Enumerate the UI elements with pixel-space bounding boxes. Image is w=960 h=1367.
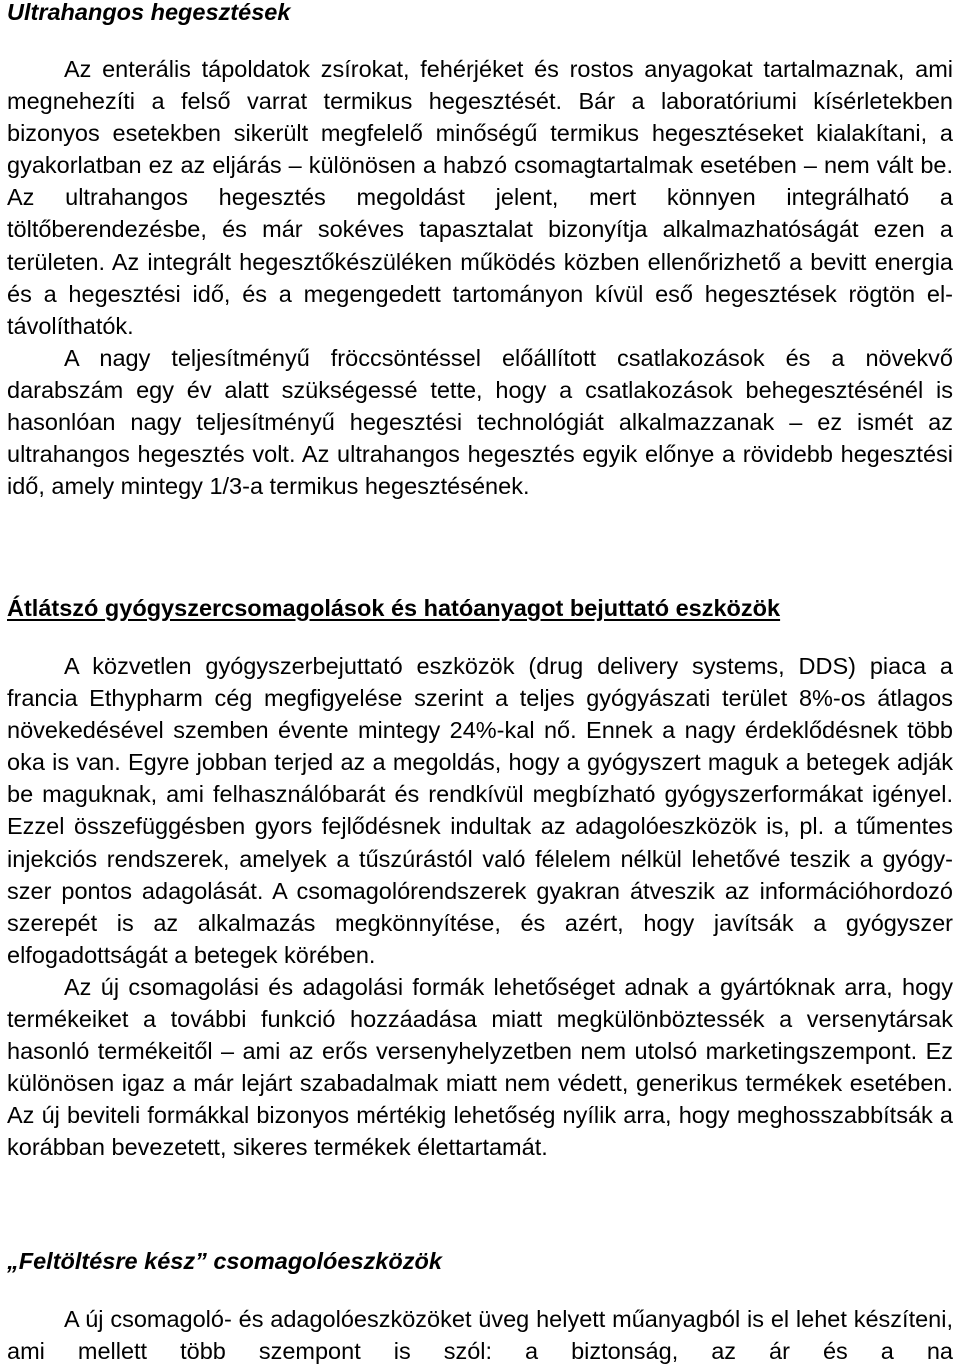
section-body-ready-to-fill xyxy=(7,1303,953,1367)
paragraph: Az enterális tápoldatok zsírokat, fehérjéket és rostos anyagokat tartalmaznak, ami megnehezíti a felső varrat termikus hegesztését. Bár a laboratóriumi kísérletekben bizonyos esetekben sikerült megfelelő minőségű termikus hegesztéseket kialakítani, a gyakorlatban ez az eljárás – különösen a habzó csomagtartalmak esetében – nem vált be. Az ultrahangos hegesztés megoldást jelent, mert könnyen integrálható a töltőberendezésbe, és már sokéves tapasztalat bizonyítja alkalmazhatóságát ezen a területen. Az integrált hegesztőkészüléken működés közben ellenőrizhető a bevitt energia és a hegesztési idő, és a megengedett tartományon kívül eső hegesztések rögtön eltávolíthatók. xyxy=(7,56,953,339)
paragraph: A nagy teljesítményű fröccsöntéssel előállított csatlakozások és a növekvő darabszám egy év alatt szükségessé tette, hogy a csatlakozások behegesztésénél is hasonlóan nagy teljesítményű hegesztési technológiát alkalmazzanak – ez ismét az ultrahangos hegesztés volt. Az ultrahangos hegesztés egyik előnye a rövidebb hegesztési idő, amely mintegy 1/3-a termikus hegesztésének. xyxy=(7,344,953,500)
section-heading-transparent-packaging: Átlátszó gyógyszercsomagolások és hatóanyagot bejuttató eszközök xyxy=(7,595,781,621)
section-body-ultrasonic-welding xyxy=(7,53,953,502)
paragraph: A közvetlen gyógyszerbejuttató eszközök (drug delivery systems, DDS) piaca a francia Ethypharm cég megfigyelése szerint a teljes gyógyászati terület 8%-os átlagos növekedésével szemben évente mintegy 24%-kal nő. Ennek a nagy érdeklődésnek több oka is van. Egyre jobban terjed az a megoldás, hogy a gyógyszert maguk a betegek adják be maguknak, ami felhasználóbarát és rendkívül megbízható gyógyszerformákat igényel. Ezzel összefüggésben gyors fejlődésnek indultak az adagolóeszközök is, pl. a tűmentes injekciós rendszerek, amelyek a tűszúrástól való félelem nélkül lehetővé teszik a gyógyszer pontos adagolását. A csomagolórendszerek gyakran átveszik az információhordozó szerepét is az alkalmazás megkönnyítése, és azért, hogy javítsák a gyógyszer elfogadottságát a betegek körében. xyxy=(7,653,953,968)
section-body-transparent-packaging xyxy=(7,650,953,1164)
paragraph: Az új csomagolási és adagolási formák lehetőséget adnak a gyártóknak arra, hogy termékeiket a további funkció hozzáadása miatt megkülönböztessék a versenytársak hasonló termékeitől – ami az erős versenyhelyzetben nem utolsó marketingszempont. Ez különösen igaz a már lejárt szabadalmak miatt nem védett, generikus termékek esetében. Az új beviteli formákkal bizonyos mértékig lehetőség nyílik arra, hogy meghosszabbítsák a korábban bevezetett, sikeres termékek élettartamát. xyxy=(7,973,953,1161)
section-heading-ultrasonic-welding: Ultrahangos hegesztések xyxy=(7,0,291,25)
paragraph: A új csomagoló- és adagolóeszközöket üveg helyett műanyagból is el lehet készíteni, ami mellett több szempont is szól: a biztonság, az ár és a na xyxy=(7,1306,953,1365)
section-heading-ready-to-fill: „Feltöltésre kész” csomagolóeszközök xyxy=(7,1248,442,1274)
